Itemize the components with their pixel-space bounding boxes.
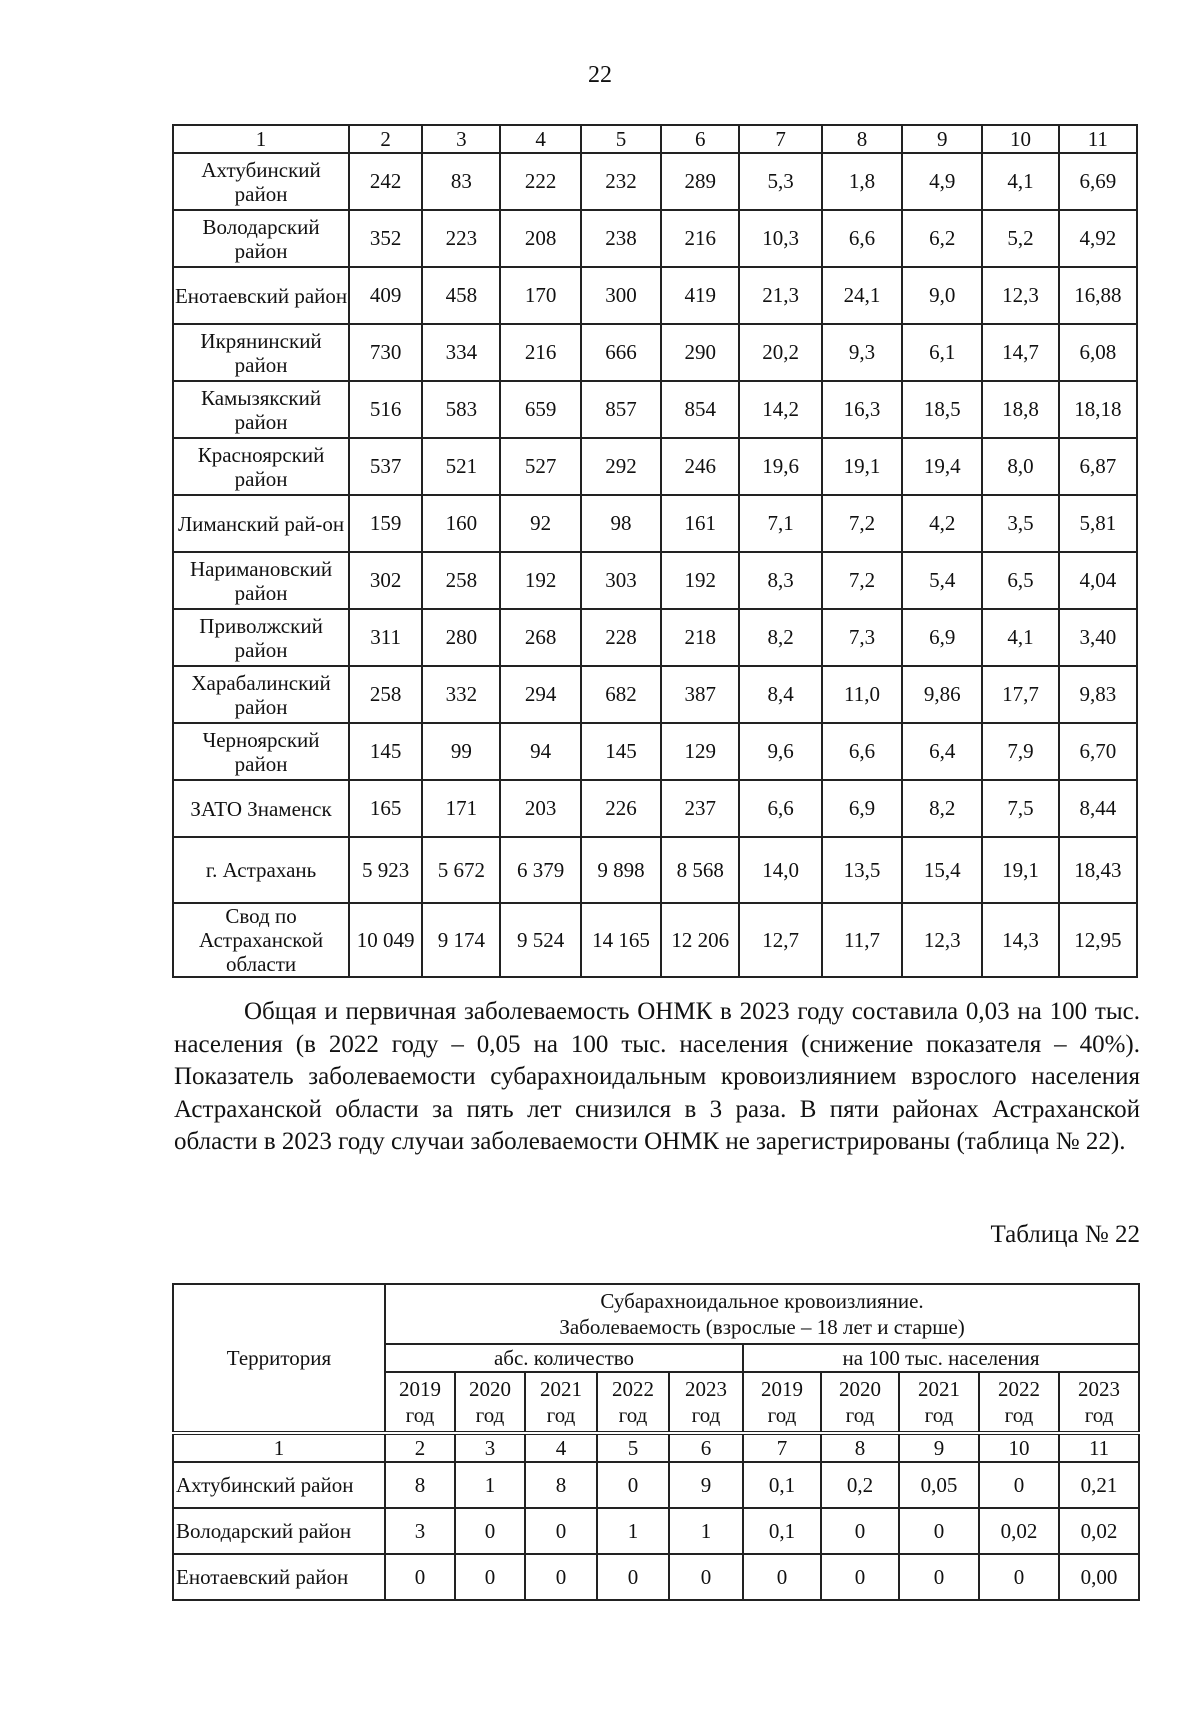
value-cell: 216 — [661, 210, 739, 267]
value-cell: 0 — [455, 1554, 525, 1600]
value-cell: 237 — [661, 780, 739, 837]
value-cell: 92 — [500, 495, 580, 552]
table-row — [173, 666, 1137, 723]
territory-name: Харабалинский район — [173, 666, 349, 723]
year-suffix: год — [1004, 1403, 1034, 1427]
value-cell: 9,0 — [902, 267, 982, 324]
value-cell: 0 — [525, 1508, 597, 1554]
value-cell: 14 165 — [581, 903, 661, 977]
year-header — [979, 1372, 1059, 1433]
table-row — [173, 210, 1137, 267]
value-cell: 0 — [525, 1554, 597, 1600]
column-number: 2 — [349, 125, 422, 153]
value-cell: 0 — [385, 1554, 455, 1600]
value-cell: 145 — [349, 723, 422, 780]
value-cell: 159 — [349, 495, 422, 552]
value-cell: 9 524 — [500, 903, 580, 977]
territory-name: Володарский район — [173, 210, 349, 267]
value-cell: 9 — [669, 1462, 743, 1508]
value-cell: 0 — [899, 1508, 979, 1554]
year-suffix: год — [767, 1403, 797, 1427]
value-cell: 387 — [661, 666, 739, 723]
table-row — [173, 609, 1137, 666]
year-value: 2023 — [685, 1377, 727, 1401]
value-cell: 7,2 — [822, 495, 902, 552]
value-cell: 4,2 — [902, 495, 982, 552]
value-cell: 5 923 — [349, 837, 422, 903]
value-cell: 8,44 — [1059, 780, 1137, 837]
table-title — [385, 1284, 1139, 1344]
value-cell: 730 — [349, 324, 422, 381]
value-cell: 258 — [422, 552, 500, 609]
territory-name: Икрянинский район — [173, 324, 349, 381]
value-cell: 6,1 — [902, 324, 982, 381]
value-cell: 5,2 — [982, 210, 1058, 267]
year-header — [525, 1372, 597, 1433]
value-cell: 5 672 — [422, 837, 500, 903]
value-cell: 83 — [422, 153, 500, 210]
value-cell: 226 — [581, 780, 661, 837]
value-cell: 99 — [422, 723, 500, 780]
value-cell: 1 — [669, 1508, 743, 1554]
value-cell: 9,6 — [739, 723, 821, 780]
value-cell: 8,2 — [902, 780, 982, 837]
value-cell: 1 — [597, 1508, 669, 1554]
column-number: 10 — [979, 1433, 1059, 1462]
value-cell: 0 — [899, 1554, 979, 1600]
table-row — [173, 495, 1137, 552]
group-rate-header: на 100 тыс. населения — [743, 1344, 1139, 1372]
territory-name: Володарский район — [173, 1508, 385, 1554]
column-number: 7 — [743, 1433, 821, 1462]
value-cell: 129 — [661, 723, 739, 780]
value-cell: 20,2 — [739, 324, 821, 381]
column-number: 11 — [1059, 1433, 1139, 1462]
year-value: 2022 — [998, 1377, 1040, 1401]
value-cell: 208 — [500, 210, 580, 267]
territory-header: Территория — [173, 1284, 385, 1433]
year-header — [821, 1372, 899, 1433]
value-cell: 7,3 — [822, 609, 902, 666]
year-value: 2019 — [399, 1377, 441, 1401]
value-cell: 7,2 — [822, 552, 902, 609]
value-cell: 16,88 — [1059, 267, 1137, 324]
column-number: 4 — [525, 1433, 597, 1462]
column-number: 2 — [385, 1433, 455, 1462]
value-cell: 18,43 — [1059, 837, 1137, 903]
value-cell: 6,6 — [739, 780, 821, 837]
value-cell: 12,3 — [902, 903, 982, 977]
value-cell: 98 — [581, 495, 661, 552]
value-cell: 19,6 — [739, 438, 821, 495]
value-cell: 203 — [500, 780, 580, 837]
value-cell: 659 — [500, 381, 580, 438]
year-header — [597, 1372, 669, 1433]
value-cell: 14,7 — [982, 324, 1058, 381]
value-cell: 3 — [385, 1508, 455, 1554]
value-cell: 294 — [500, 666, 580, 723]
value-cell: 5,81 — [1059, 495, 1137, 552]
column-number: 3 — [455, 1433, 525, 1462]
column-number: 7 — [739, 125, 821, 153]
year-value: 2023 — [1078, 1377, 1121, 1401]
value-cell: 6,2 — [902, 210, 982, 267]
value-cell: 165 — [349, 780, 422, 837]
value-cell: 292 — [581, 438, 661, 495]
table-title-line1: Субарахноидальное кровоизлияние. — [600, 1289, 924, 1313]
year-suffix: год — [924, 1403, 954, 1427]
value-cell: 9,3 — [822, 324, 902, 381]
value-cell: 10 049 — [349, 903, 422, 977]
table-row — [173, 903, 1137, 977]
value-cell: 537 — [349, 438, 422, 495]
value-cell: 8 568 — [661, 837, 739, 903]
value-cell: 16,3 — [822, 381, 902, 438]
value-cell: 10,3 — [739, 210, 821, 267]
value-cell: 419 — [661, 267, 739, 324]
territory-name: Наримановский район — [173, 552, 349, 609]
value-cell: 18,5 — [902, 381, 982, 438]
value-cell: 12,7 — [739, 903, 821, 977]
value-cell: 0 — [455, 1508, 525, 1554]
table-row — [173, 324, 1137, 381]
page-number: 22 — [588, 62, 612, 88]
value-cell: 223 — [422, 210, 500, 267]
table-row — [173, 780, 1137, 837]
value-cell: 1 — [455, 1462, 525, 1508]
value-cell: 0 — [597, 1462, 669, 1508]
table-row — [173, 1554, 1139, 1600]
value-cell: 527 — [500, 438, 580, 495]
value-cell: 0,1 — [743, 1508, 821, 1554]
table-row — [173, 723, 1137, 780]
table-header-row — [173, 125, 1137, 153]
column-number: 9 — [902, 125, 982, 153]
value-cell: 8 — [385, 1462, 455, 1508]
value-cell: 6 379 — [500, 837, 580, 903]
value-cell: 238 — [581, 210, 661, 267]
value-cell: 0 — [743, 1554, 821, 1600]
value-cell: 303 — [581, 552, 661, 609]
value-cell: 7,1 — [739, 495, 821, 552]
year-suffix: год — [618, 1403, 648, 1427]
value-cell: 458 — [422, 267, 500, 324]
value-cell: 6,08 — [1059, 324, 1137, 381]
column-number: 1 — [173, 125, 349, 153]
value-cell: 0,02 — [979, 1508, 1059, 1554]
column-number: 9 — [899, 1433, 979, 1462]
territory-name: г. Астрахань — [173, 837, 349, 903]
value-cell: 228 — [581, 609, 661, 666]
value-cell: 8,3 — [739, 552, 821, 609]
value-cell: 3,40 — [1059, 609, 1137, 666]
value-cell: 18,8 — [982, 381, 1058, 438]
year-suffix: год — [845, 1403, 875, 1427]
value-cell: 216 — [500, 324, 580, 381]
year-header — [899, 1372, 979, 1433]
value-cell: 300 — [581, 267, 661, 324]
value-cell: 0 — [821, 1554, 899, 1600]
value-cell: 160 — [422, 495, 500, 552]
year-value: 2021 — [540, 1377, 582, 1401]
value-cell: 19,1 — [822, 438, 902, 495]
value-cell: 11,0 — [822, 666, 902, 723]
value-cell: 4,92 — [1059, 210, 1137, 267]
district-stats-table — [172, 124, 1138, 978]
table-row — [173, 438, 1137, 495]
value-cell: 8,0 — [982, 438, 1058, 495]
value-cell: 3,5 — [982, 495, 1058, 552]
value-cell: 1,8 — [822, 153, 902, 210]
year-header — [743, 1372, 821, 1433]
table-row — [173, 1508, 1139, 1554]
column-number-row — [173, 1433, 1139, 1462]
value-cell: 311 — [349, 609, 422, 666]
value-cell: 6,4 — [902, 723, 982, 780]
value-cell: 6,9 — [902, 609, 982, 666]
value-cell: 192 — [500, 552, 580, 609]
territory-name: Ахтубинский район — [173, 1462, 385, 1508]
subarachnoid-table — [172, 1283, 1140, 1601]
column-number: 6 — [661, 125, 739, 153]
territory-name: ЗАТО Знаменск — [173, 780, 349, 837]
value-cell: 5,4 — [902, 552, 982, 609]
value-cell: 17,7 — [982, 666, 1058, 723]
value-cell: 0 — [821, 1508, 899, 1554]
table-row — [173, 153, 1137, 210]
value-cell: 4,1 — [982, 153, 1058, 210]
territory-name: Енотаевский район — [173, 267, 349, 324]
value-cell: 516 — [349, 381, 422, 438]
year-header — [455, 1372, 525, 1433]
value-cell: 0 — [979, 1554, 1059, 1600]
territory-name: Красноярский район — [173, 438, 349, 495]
value-cell: 9,86 — [902, 666, 982, 723]
year-value: 2020 — [839, 1377, 881, 1401]
column-number: 4 — [500, 125, 580, 153]
value-cell: 7,5 — [982, 780, 1058, 837]
column-number: 3 — [422, 125, 500, 153]
territory-name: Свод по Астраханской области — [173, 903, 349, 977]
value-cell: 521 — [422, 438, 500, 495]
territory-name: Ахтубинский район — [173, 153, 349, 210]
value-cell: 352 — [349, 210, 422, 267]
value-cell: 19,1 — [982, 837, 1058, 903]
value-cell: 332 — [422, 666, 500, 723]
table-row — [173, 837, 1137, 903]
group-abs-header: абс. количество — [385, 1344, 743, 1372]
value-cell: 12,3 — [982, 267, 1058, 324]
territory-name: Камызякский район — [173, 381, 349, 438]
year-suffix: год — [1084, 1403, 1114, 1427]
table-row — [173, 1462, 1139, 1508]
table-title-line2: Заболеваемость (взрослые – 18 лет и старше) — [559, 1315, 965, 1339]
value-cell: 8 — [525, 1462, 597, 1508]
value-cell: 268 — [500, 609, 580, 666]
value-cell: 192 — [661, 552, 739, 609]
value-cell: 0,21 — [1059, 1462, 1139, 1508]
year-value: 2022 — [612, 1377, 654, 1401]
value-cell: 7,9 — [982, 723, 1058, 780]
territory-name: Приволжский район — [173, 609, 349, 666]
value-cell: 258 — [349, 666, 422, 723]
value-cell: 583 — [422, 381, 500, 438]
value-cell: 9,83 — [1059, 666, 1137, 723]
value-cell: 14,0 — [739, 837, 821, 903]
column-number: 10 — [982, 125, 1058, 153]
table-row — [173, 552, 1137, 609]
value-cell: 170 — [500, 267, 580, 324]
table-row — [173, 267, 1137, 324]
value-cell: 0,05 — [899, 1462, 979, 1508]
value-cell: 6,69 — [1059, 153, 1137, 210]
value-cell: 13,5 — [822, 837, 902, 903]
value-cell: 4,1 — [982, 609, 1058, 666]
value-cell: 246 — [661, 438, 739, 495]
value-cell: 0 — [597, 1554, 669, 1600]
value-cell: 12,95 — [1059, 903, 1137, 977]
value-cell: 161 — [661, 495, 739, 552]
value-cell: 0,00 — [1059, 1554, 1139, 1600]
value-cell: 11,7 — [822, 903, 902, 977]
value-cell: 666 — [581, 324, 661, 381]
year-header — [385, 1372, 455, 1433]
value-cell: 222 — [500, 153, 580, 210]
value-cell: 4,04 — [1059, 552, 1137, 609]
territory-name: Черноярский район — [173, 723, 349, 780]
year-suffix: год — [691, 1403, 721, 1427]
value-cell: 94 — [500, 723, 580, 780]
value-cell: 6,6 — [822, 723, 902, 780]
value-cell: 289 — [661, 153, 739, 210]
value-cell: 145 — [581, 723, 661, 780]
column-number: 5 — [597, 1433, 669, 1462]
value-cell: 302 — [349, 552, 422, 609]
year-header — [1059, 1372, 1139, 1433]
value-cell: 19,4 — [902, 438, 982, 495]
value-cell: 218 — [661, 609, 739, 666]
value-cell: 6,70 — [1059, 723, 1137, 780]
territory-name: Енотаевский район — [173, 1554, 385, 1600]
value-cell: 8,4 — [739, 666, 821, 723]
value-cell: 0 — [669, 1554, 743, 1600]
value-cell: 6,87 — [1059, 438, 1137, 495]
year-value: 2021 — [918, 1377, 960, 1401]
value-cell: 6,6 — [822, 210, 902, 267]
value-cell: 171 — [422, 780, 500, 837]
value-cell: 0,2 — [821, 1462, 899, 1508]
value-cell: 0,1 — [743, 1462, 821, 1508]
value-cell: 8,2 — [739, 609, 821, 666]
value-cell: 854 — [661, 381, 739, 438]
value-cell: 232 — [581, 153, 661, 210]
territory-name: Лиманский рай-он — [173, 495, 349, 552]
value-cell: 857 — [581, 381, 661, 438]
value-cell: 21,3 — [739, 267, 821, 324]
body-paragraph: Общая и первичная заболеваемость ОНМК в 2023 году составила 0,03 на 100 тыс. населения (в 2022 году – 0,05 на 100 тыс. населения (снижение показателя – 40%). Показатель заболеваемости субарахноидальным кровоизлиянием взрослого населения Астраханской области за пять лет снизился в 3 раза. В пяти районах Астраханской области в 2023 году случаи заболеваемости ОНМК не зарегистрированы (таблица № 22). — [174, 998, 1140, 1155]
year-header — [669, 1372, 743, 1433]
value-cell: 12 206 — [661, 903, 739, 977]
value-cell: 4,9 — [902, 153, 982, 210]
table-row — [173, 381, 1137, 438]
value-cell: 15,4 — [902, 837, 982, 903]
value-cell: 18,18 — [1059, 381, 1137, 438]
value-cell: 290 — [661, 324, 739, 381]
column-number: 8 — [822, 125, 902, 153]
table-caption: Таблица № 22 — [990, 1221, 1140, 1248]
value-cell: 334 — [422, 324, 500, 381]
value-cell: 409 — [349, 267, 422, 324]
value-cell: 6,5 — [982, 552, 1058, 609]
value-cell: 5,3 — [739, 153, 821, 210]
value-cell: 9 898 — [581, 837, 661, 903]
value-cell: 242 — [349, 153, 422, 210]
value-cell: 14,2 — [739, 381, 821, 438]
column-number: 5 — [581, 125, 661, 153]
year-suffix: год — [405, 1403, 435, 1427]
value-cell: 6,9 — [822, 780, 902, 837]
column-number: 1 — [173, 1433, 385, 1462]
column-number: 8 — [821, 1433, 899, 1462]
year-suffix: год — [546, 1403, 576, 1427]
value-cell: 24,1 — [822, 267, 902, 324]
value-cell: 9 174 — [422, 903, 500, 977]
year-value: 2019 — [761, 1377, 803, 1401]
year-suffix: год — [475, 1403, 505, 1427]
value-cell: 0,02 — [1059, 1508, 1139, 1554]
column-number: 11 — [1059, 125, 1137, 153]
year-value: 2020 — [469, 1377, 511, 1401]
column-number: 6 — [669, 1433, 743, 1462]
value-cell: 280 — [422, 609, 500, 666]
value-cell: 14,3 — [982, 903, 1058, 977]
value-cell: 0 — [979, 1462, 1059, 1508]
value-cell: 682 — [581, 666, 661, 723]
